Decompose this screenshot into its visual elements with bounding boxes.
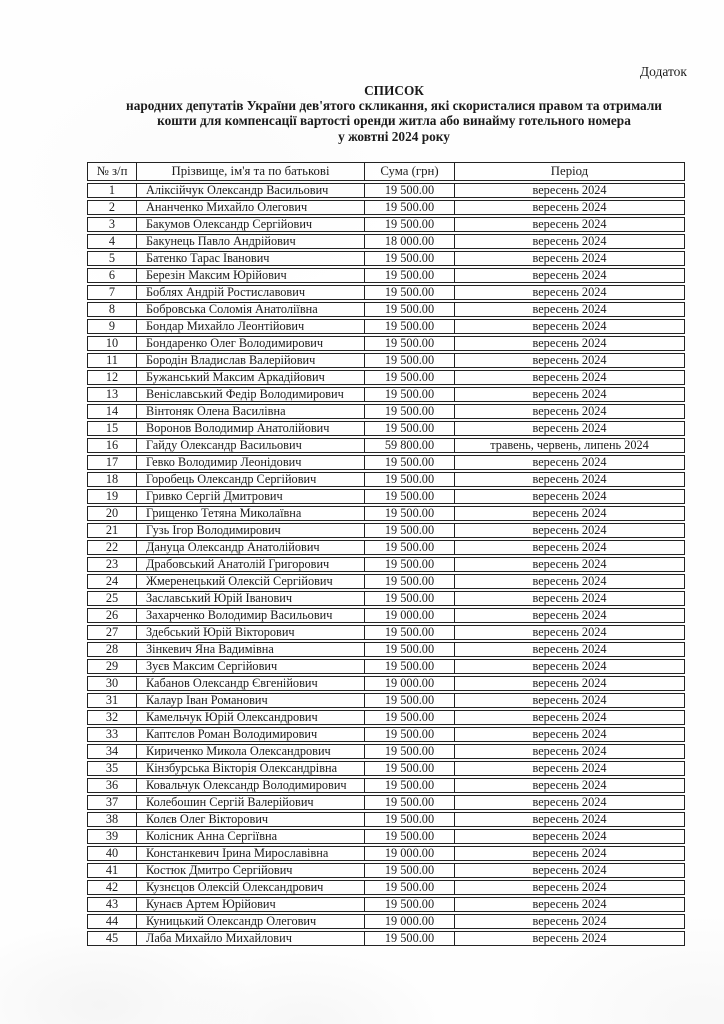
amount-value: 19 500.00 bbox=[365, 931, 455, 946]
period-value: вересень 2024 bbox=[455, 506, 685, 521]
amount-value: 19 500.00 bbox=[365, 285, 455, 300]
deputy-name: Кириченко Микола Олександрович bbox=[137, 744, 365, 759]
deputy-name: Зінкевич Яна Вадимівна bbox=[137, 642, 365, 657]
row-number: 5 bbox=[87, 251, 137, 266]
amount-value: 19 500.00 bbox=[365, 727, 455, 742]
row-number: 38 bbox=[87, 812, 137, 827]
row-number: 16 bbox=[87, 438, 137, 453]
table-row bbox=[87, 370, 685, 385]
period-value: вересень 2024 bbox=[455, 795, 685, 810]
deputy-name: Кузнєцов Олексій Олександрович bbox=[137, 880, 365, 895]
deputy-name: Бакумов Олександр Сергійович bbox=[137, 217, 365, 232]
table-row bbox=[87, 421, 685, 436]
amount-value: 19 500.00 bbox=[365, 370, 455, 385]
appendix-label: Додаток bbox=[639, 64, 687, 79]
row-number: 35 bbox=[87, 761, 137, 776]
row-number: 18 bbox=[87, 472, 137, 487]
deputy-name: Бородін Владислав Валерійович bbox=[137, 353, 365, 368]
deputy-name: Гузь Ігор Володимирович bbox=[137, 523, 365, 538]
row-number: 28 bbox=[87, 642, 137, 657]
period-value: вересень 2024 bbox=[455, 387, 685, 402]
amount-value: 19 500.00 bbox=[365, 217, 455, 232]
amount-value: 19 500.00 bbox=[365, 472, 455, 487]
period-value: вересень 2024 bbox=[455, 285, 685, 300]
table-row bbox=[87, 319, 685, 334]
title-block bbox=[87, 83, 701, 144]
table-row bbox=[87, 778, 685, 793]
row-number: 44 bbox=[87, 914, 137, 929]
row-number: 29 bbox=[87, 659, 137, 674]
period-value: травень, червень, липень 2024 bbox=[455, 438, 685, 453]
deputy-name: Бакунець Павло Андрійович bbox=[137, 234, 365, 249]
deputy-name: Дануца Олександр Анатолійович bbox=[137, 540, 365, 555]
period-value: вересень 2024 bbox=[455, 761, 685, 776]
page-title: СПИСОК bbox=[364, 83, 424, 98]
period-value: вересень 2024 bbox=[455, 931, 685, 946]
amount-value: 19 500.00 bbox=[365, 200, 455, 215]
period-value: вересень 2024 bbox=[455, 744, 685, 759]
subtitle-line-1: народних депутатів України дев'ятого скликання, які скористалися правом та отримали bbox=[126, 98, 662, 114]
deputy-name: Аліксійчук Олександр Васильович bbox=[137, 183, 365, 198]
amount-value: 19 500.00 bbox=[365, 523, 455, 538]
row-number: 23 bbox=[87, 557, 137, 572]
amount-value: 19 500.00 bbox=[365, 489, 455, 504]
row-number: 12 bbox=[87, 370, 137, 385]
table-row bbox=[87, 829, 685, 844]
row-number: 39 bbox=[87, 829, 137, 844]
deputy-name: Гайду Олександр Васильович bbox=[137, 438, 365, 453]
period-value: вересень 2024 bbox=[455, 574, 685, 589]
deputies-table bbox=[87, 160, 685, 948]
row-number: 25 bbox=[87, 591, 137, 606]
amount-value: 19 500.00 bbox=[365, 353, 455, 368]
table-row bbox=[87, 234, 685, 249]
period-value: вересень 2024 bbox=[455, 710, 685, 725]
table-row bbox=[87, 183, 685, 198]
amount-value: 19 500.00 bbox=[365, 557, 455, 572]
period-value: вересень 2024 bbox=[455, 183, 685, 198]
period-value: вересень 2024 bbox=[455, 897, 685, 912]
amount-value: 19 500.00 bbox=[365, 268, 455, 283]
table-row bbox=[87, 846, 685, 861]
table-row bbox=[87, 744, 685, 759]
table-row bbox=[87, 404, 685, 419]
row-number: 43 bbox=[87, 897, 137, 912]
period-value: вересень 2024 bbox=[455, 863, 685, 878]
row-number: 21 bbox=[87, 523, 137, 538]
deputy-name: Здебський Юрій Вікторович bbox=[137, 625, 365, 640]
deputy-name: Куницький Олександр Олегович bbox=[137, 914, 365, 929]
period-value: вересень 2024 bbox=[455, 642, 685, 657]
amount-value: 19 500.00 bbox=[365, 761, 455, 776]
table-row bbox=[87, 863, 685, 878]
table-row bbox=[87, 268, 685, 283]
row-number: 6 bbox=[87, 268, 137, 283]
table-row bbox=[87, 659, 685, 674]
subtitle-line-3: у жовтні 2024 року bbox=[338, 128, 450, 144]
amount-value: 19 500.00 bbox=[365, 387, 455, 402]
amount-value: 19 500.00 bbox=[365, 183, 455, 198]
row-number: 10 bbox=[87, 336, 137, 351]
amount-value: 19 000.00 bbox=[365, 846, 455, 861]
table-row bbox=[87, 676, 685, 691]
deputy-name: Кабанов Олександр Євгенійович bbox=[137, 676, 365, 691]
deputy-name: Заславський Юрій Іванович bbox=[137, 591, 365, 606]
period-value: вересень 2024 bbox=[455, 540, 685, 555]
amount-value: 19 500.00 bbox=[365, 744, 455, 759]
row-number: 7 bbox=[87, 285, 137, 300]
period-value: вересень 2024 bbox=[455, 727, 685, 742]
amount-value: 19 500.00 bbox=[365, 455, 455, 470]
amount-value: 19 000.00 bbox=[365, 608, 455, 623]
table-row bbox=[87, 523, 685, 538]
deputy-name: Ананченко Михайло Олегович bbox=[137, 200, 365, 215]
row-number: 22 bbox=[87, 540, 137, 555]
amount-value: 19 500.00 bbox=[365, 540, 455, 555]
row-number: 42 bbox=[87, 880, 137, 895]
table-header-row bbox=[87, 162, 685, 181]
row-number: 2 bbox=[87, 200, 137, 215]
period-value: вересень 2024 bbox=[455, 234, 685, 249]
table-row bbox=[87, 489, 685, 504]
table-row bbox=[87, 302, 685, 317]
amount-value: 19 500.00 bbox=[365, 812, 455, 827]
amount-value: 19 500.00 bbox=[365, 591, 455, 606]
deputy-name: Бондар Михайло Леонтійович bbox=[137, 319, 365, 334]
row-number: 36 bbox=[87, 778, 137, 793]
period-value: вересень 2024 bbox=[455, 200, 685, 215]
table-row bbox=[87, 608, 685, 623]
period-value: вересень 2024 bbox=[455, 625, 685, 640]
table-row bbox=[87, 336, 685, 351]
period-value: вересень 2024 bbox=[455, 778, 685, 793]
period-value: вересень 2024 bbox=[455, 914, 685, 929]
row-number: 40 bbox=[87, 846, 137, 861]
amount-value: 19 500.00 bbox=[365, 404, 455, 419]
amount-value: 18 000.00 bbox=[365, 234, 455, 249]
period-value: вересень 2024 bbox=[455, 336, 685, 351]
amount-value: 19 500.00 bbox=[365, 880, 455, 895]
column-header-name: Прізвище, ім'я та по батькові bbox=[137, 162, 365, 181]
row-number: 8 bbox=[87, 302, 137, 317]
amount-value: 19 500.00 bbox=[365, 710, 455, 725]
amount-value: 19 500.00 bbox=[365, 506, 455, 521]
table-row bbox=[87, 387, 685, 402]
row-number: 24 bbox=[87, 574, 137, 589]
period-value: вересень 2024 bbox=[455, 608, 685, 623]
amount-value: 19 500.00 bbox=[365, 642, 455, 657]
amount-value: 19 500.00 bbox=[365, 795, 455, 810]
row-number: 26 bbox=[87, 608, 137, 623]
deputy-name: Зуєв Максим Сергійович bbox=[137, 659, 365, 674]
deputy-name: Жмеренецький Олексій Сергійович bbox=[137, 574, 365, 589]
amount-value: 19 500.00 bbox=[365, 625, 455, 640]
amount-value: 19 000.00 bbox=[365, 914, 455, 929]
period-value: вересень 2024 bbox=[455, 659, 685, 674]
table-row bbox=[87, 591, 685, 606]
table-row bbox=[87, 931, 685, 946]
deputy-name: Березін Максим Юрійович bbox=[137, 268, 365, 283]
deputy-name: Лаба Михайло Михайлович bbox=[137, 931, 365, 946]
deputy-name: Каптєлов Роман Володимирович bbox=[137, 727, 365, 742]
row-number: 34 bbox=[87, 744, 137, 759]
table-row bbox=[87, 557, 685, 572]
table-row bbox=[87, 540, 685, 555]
amount-value: 59 800.00 bbox=[365, 438, 455, 453]
deputy-name: Калаур Іван Романович bbox=[137, 693, 365, 708]
table-row bbox=[87, 710, 685, 725]
deputy-name: Горобець Олександр Сергійович bbox=[137, 472, 365, 487]
table-row bbox=[87, 897, 685, 912]
amount-value: 19 500.00 bbox=[365, 863, 455, 878]
row-number: 45 bbox=[87, 931, 137, 946]
deputy-name: Камельчук Юрій Олександрович bbox=[137, 710, 365, 725]
table-row bbox=[87, 285, 685, 300]
period-value: вересень 2024 bbox=[455, 829, 685, 844]
row-number: 3 bbox=[87, 217, 137, 232]
subtitle-line-2: кошти для компенсації вартості оренди житла або винайму готельного номера bbox=[157, 113, 631, 129]
table-row bbox=[87, 455, 685, 470]
deputy-name: Захарченко Володимир Васильович bbox=[137, 608, 365, 623]
row-number: 20 bbox=[87, 506, 137, 521]
amount-value: 19 500.00 bbox=[365, 829, 455, 844]
deputy-name: Бужанський Максим Аркадійович bbox=[137, 370, 365, 385]
period-value: вересень 2024 bbox=[455, 370, 685, 385]
period-value: вересень 2024 bbox=[455, 421, 685, 436]
deputy-name: Гривко Сергій Дмитрович bbox=[137, 489, 365, 504]
period-value: вересень 2024 bbox=[455, 472, 685, 487]
period-value: вересень 2024 bbox=[455, 489, 685, 504]
period-value: вересень 2024 bbox=[455, 693, 685, 708]
period-value: вересень 2024 bbox=[455, 557, 685, 572]
column-header-amount: Сума (грн) bbox=[365, 162, 455, 181]
table-row bbox=[87, 217, 685, 232]
period-value: вересень 2024 bbox=[455, 846, 685, 861]
deputy-name: Констанкевич Ірина Мирославівна bbox=[137, 846, 365, 861]
period-value: вересень 2024 bbox=[455, 523, 685, 538]
row-number: 1 bbox=[87, 183, 137, 198]
table-row bbox=[87, 574, 685, 589]
table-row bbox=[87, 795, 685, 810]
row-number: 4 bbox=[87, 234, 137, 249]
column-header-period: Період bbox=[455, 162, 685, 181]
period-value: вересень 2024 bbox=[455, 591, 685, 606]
amount-value: 19 500.00 bbox=[365, 659, 455, 674]
row-number: 41 bbox=[87, 863, 137, 878]
deputy-name: Гевко Володимир Леонідович bbox=[137, 455, 365, 470]
deputy-name: Колебошин Сергій Валерійович bbox=[137, 795, 365, 810]
period-value: вересень 2024 bbox=[455, 880, 685, 895]
deputy-name: Боблях Андрій Ростиславович bbox=[137, 285, 365, 300]
amount-value: 19 500.00 bbox=[365, 251, 455, 266]
table-row bbox=[87, 506, 685, 521]
deputy-name: Костюк Дмитро Сергійович bbox=[137, 863, 365, 878]
table-row bbox=[87, 438, 685, 453]
table-row bbox=[87, 693, 685, 708]
amount-value: 19 500.00 bbox=[365, 421, 455, 436]
period-value: вересень 2024 bbox=[455, 812, 685, 827]
period-value: вересень 2024 bbox=[455, 353, 685, 368]
amount-value: 19 500.00 bbox=[365, 574, 455, 589]
period-value: вересень 2024 bbox=[455, 268, 685, 283]
row-number: 33 bbox=[87, 727, 137, 742]
row-number: 14 bbox=[87, 404, 137, 419]
table-row bbox=[87, 200, 685, 215]
amount-value: 19 500.00 bbox=[365, 319, 455, 334]
deputy-name: Грищенко Тетяна Миколаївна bbox=[137, 506, 365, 521]
amount-value: 19 000.00 bbox=[365, 676, 455, 691]
period-value: вересень 2024 bbox=[455, 455, 685, 470]
table-row bbox=[87, 472, 685, 487]
amount-value: 19 500.00 bbox=[365, 778, 455, 793]
row-number: 37 bbox=[87, 795, 137, 810]
amount-value: 19 500.00 bbox=[365, 336, 455, 351]
row-number: 30 bbox=[87, 676, 137, 691]
deputy-name: Батенко Тарас Іванович bbox=[137, 251, 365, 266]
table-row bbox=[87, 727, 685, 742]
period-value: вересень 2024 bbox=[455, 319, 685, 334]
row-number: 9 bbox=[87, 319, 137, 334]
table-row bbox=[87, 353, 685, 368]
table-row bbox=[87, 251, 685, 266]
deputy-name: Бобровська Соломія Анатоліївна bbox=[137, 302, 365, 317]
deputy-name: Кінзбурська Вікторія Олександрівна bbox=[137, 761, 365, 776]
row-number: 31 bbox=[87, 693, 137, 708]
deputy-name: Веніславський Федір Володимирович bbox=[137, 387, 365, 402]
deputy-name: Кунаєв Артем Юрійович bbox=[137, 897, 365, 912]
row-number: 11 bbox=[87, 353, 137, 368]
column-header-number: № з/п bbox=[87, 162, 137, 181]
deputy-name: Воронов Володимир Анатолійович bbox=[137, 421, 365, 436]
table-body bbox=[87, 183, 685, 946]
period-value: вересень 2024 bbox=[455, 676, 685, 691]
deputy-name: Вінтоняк Олена Василівна bbox=[137, 404, 365, 419]
table-row bbox=[87, 761, 685, 776]
row-number: 19 bbox=[87, 489, 137, 504]
row-number: 17 bbox=[87, 455, 137, 470]
table-row bbox=[87, 812, 685, 827]
period-value: вересень 2024 bbox=[455, 251, 685, 266]
amount-value: 19 500.00 bbox=[365, 693, 455, 708]
deputy-name: Бондаренко Олег Володимирович bbox=[137, 336, 365, 351]
table-row bbox=[87, 880, 685, 895]
row-number: 15 bbox=[87, 421, 137, 436]
row-number: 13 bbox=[87, 387, 137, 402]
row-number: 32 bbox=[87, 710, 137, 725]
amount-value: 19 500.00 bbox=[365, 897, 455, 912]
row-number: 27 bbox=[87, 625, 137, 640]
period-value: вересень 2024 bbox=[455, 302, 685, 317]
period-value: вересень 2024 bbox=[455, 404, 685, 419]
table-row bbox=[87, 914, 685, 929]
deputy-name: Колєв Олег Вікторович bbox=[137, 812, 365, 827]
table-row bbox=[87, 642, 685, 657]
amount-value: 19 500.00 bbox=[365, 302, 455, 317]
period-value: вересень 2024 bbox=[455, 217, 685, 232]
deputy-name: Ковальчук Олександр Володимирович bbox=[137, 778, 365, 793]
table-row bbox=[87, 625, 685, 640]
deputy-name: Колісник Анна Сергіївна bbox=[137, 829, 365, 844]
deputy-name: Драбовський Анатолій Григорович bbox=[137, 557, 365, 572]
